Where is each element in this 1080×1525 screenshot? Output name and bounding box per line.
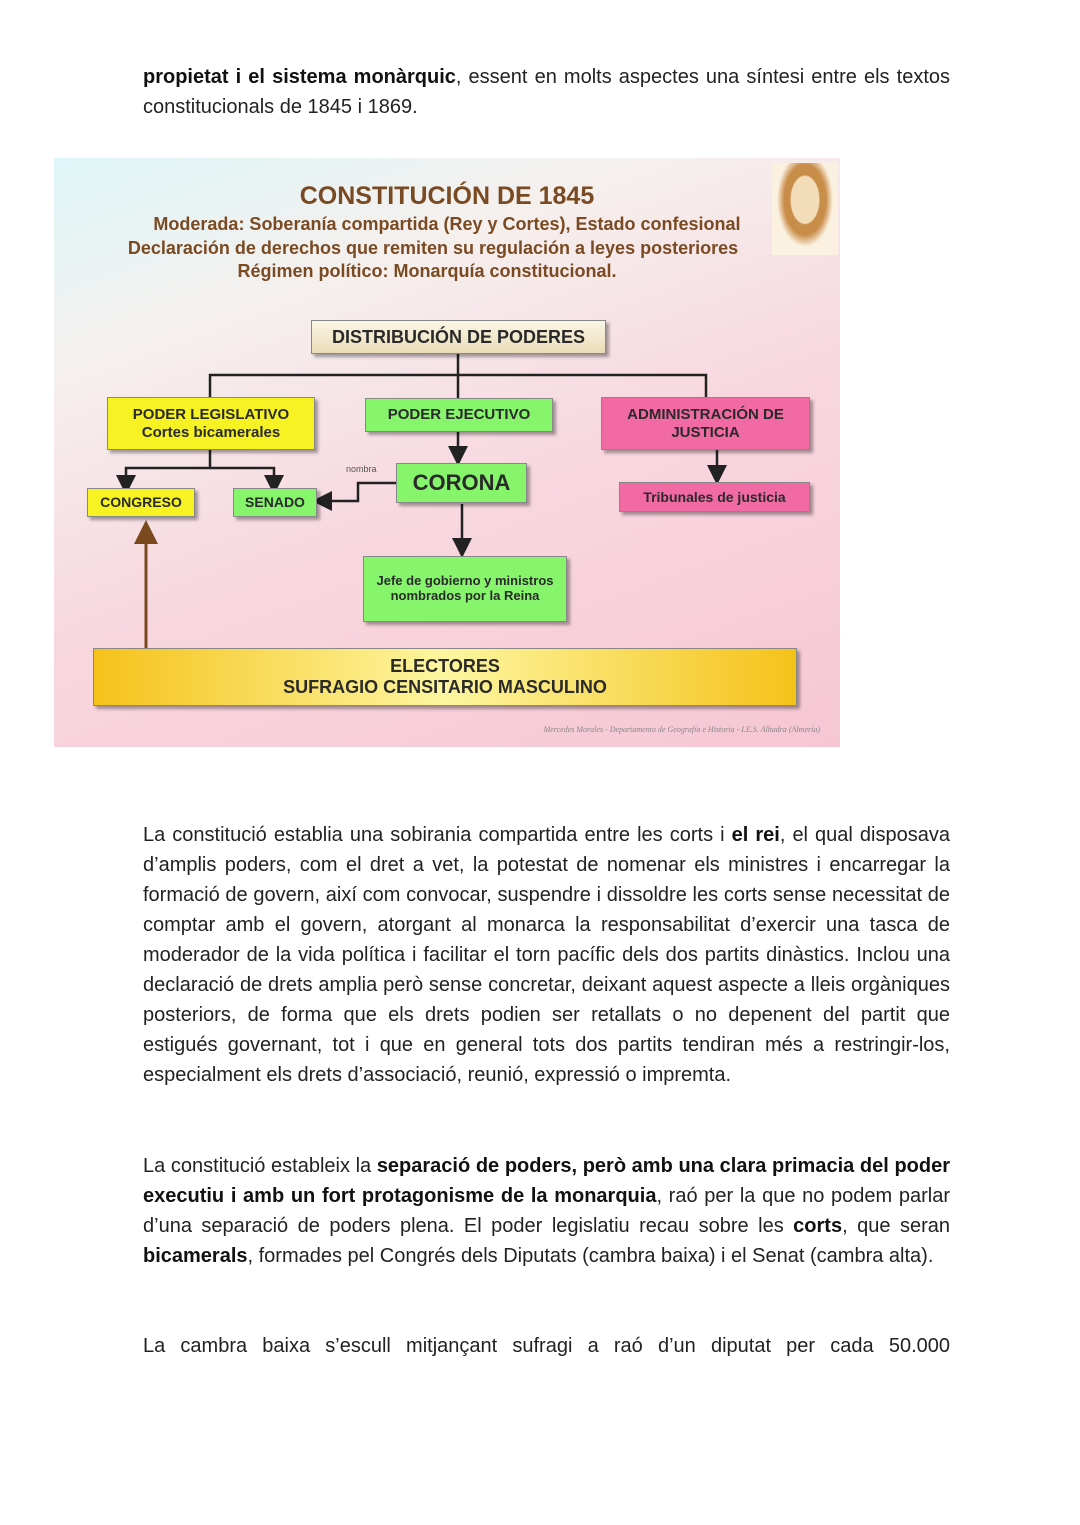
text: La cambra baixa s’escull mitjançant sufragi a raó d’un diputat per cada 50.000 [143,1335,950,1357]
sublabel: SUFRAGIO CENSITARIO MASCULINO [283,677,607,697]
paragraph-sovereignty [143,820,950,1090]
label: ELECTORES [390,656,500,677]
paragraph-separation-powers [143,1151,950,1271]
distribucion-poderes-box: DISTRIBUCIÓN DE PODERES [311,320,606,354]
bold-text: corts [793,1215,843,1237]
text: , essent en molts aspectes una síntesi entre els textos constitucionals de 1845 i 1869. [143,66,950,118]
text: La constitució establia una sobirania compartida entre les corts i [143,824,732,846]
paragraph-lower-chamber [143,1331,950,1361]
text: , que seran [842,1215,950,1237]
bold-text: propietat i el sistema monàrquic [143,66,456,88]
bold-text: separació de poders, però amb una clara primacia del poder executiu i amb un fort protagonisme de la monarquia [143,1155,951,1207]
senado-box: SENADO [233,488,317,517]
poder-legislativo-box [107,397,315,450]
credit-text: Mercedes Morales - Departamento de Geografía e Historia - I.E.S. Alhadra (Almería) [543,725,820,734]
justicia-box: ADMINISTRACIÓN DE JUSTICIA [601,397,810,450]
bold-text: el rei [731,824,780,846]
label: PODER LEGISLATIVO [132,406,290,424]
text: , el qual disposava d’amplis poders, com el dret a vet, la potestat de nomenar els ministres i encarregar la formació de govern, així com convocar, suspendre i dissoldre les corts sense necessitat de comptar amb el govern, atorgant al monarca la responsabilitat d’exercir una tasca de moderador de la vida política i facilitar el torn pacífic dels dos partits dinàstics. Inclou una declaració de drets amplia però sense concretar, deixant aquest aspecte a lleis orgàniques posteriors, de forma que els drets podien ser retallats o no depenent del partit que estigués governant, tot i que en general tots dos partits tendiran més a restringir-los, especialment els drets d’associació, reunió, expressió o impremta. [143,824,950,1086]
tribunales-box: Tribunales de justicia [619,482,810,512]
sublabel: Cortes bicamerales [141,423,281,441]
electores-box [93,648,797,706]
diagram-subtitle-1: Moderada: Soberanía compartida (Rey y Cortes), Estado confesional [153,214,741,234]
poder-ejecutivo-box: PODER EJECUTIVO [365,398,553,432]
diagram-title: CONSTITUCIÓN DE 1845 [299,182,595,210]
bold-text: bicamerals [143,1245,248,1267]
text: , formades pel Congrés dels Diputats (cambra baixa) i el Senat (cambra alta). [247,1245,934,1267]
constitution-1845-diagram [54,158,840,747]
text: La constitució estableix la [143,1155,377,1177]
intro-paragraph [143,62,950,122]
diagram-subtitle-2: Declaración de derechos que remiten su regulación a leyes posteriores [127,238,739,258]
corona-box: CORONA [396,463,527,503]
nombra-label: nombra [346,464,377,474]
text: , raó per la que no podem parlar d’una separació de poders plena. El poder legislatiu recau sobre les [143,1185,950,1237]
diagram-subtitle-3: Régimen político: Monarquía constitucional. [237,261,617,281]
congreso-box: CONGRESO [87,488,195,517]
queen-portrait [772,163,838,255]
jefe-gobierno-box: Jefe de gobierno y ministros nombrados por la Reina [363,556,567,622]
